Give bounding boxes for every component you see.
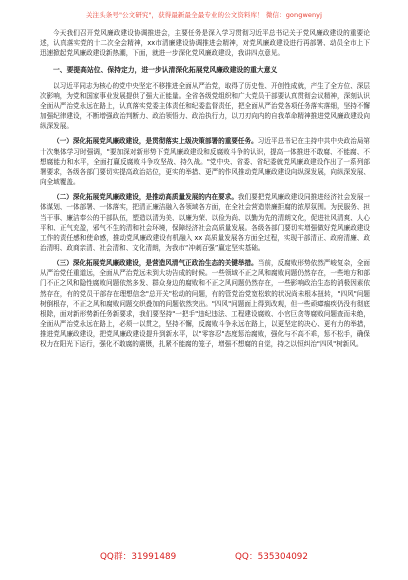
contact-footer (0, 549, 408, 562)
subsection-paragraph-1 (40, 136, 370, 187)
body-paragraph-1: 以习近平同志为核心的党中央坚定不移推进全面从严治党，取得了历史性、开创性成就，产生了全方位、深层次影响，为党和国家事业发展提供了强大正能量。全省各级党组织和广大党员干部要认真贯彻会议精神，深刻认识全面从严治党永远在路上，认真落实党委主体责任和纪委监督责任，把全面从严治党各项任务落实落细，坚持不懈加强纪律建设，不断增强政治判断力、政治领悟力、政治执行力，以刀刃向内的自我革命精神推进党风廉政建设向纵深发展。 (40, 81, 370, 131)
promo-header: 关注头条号"公文研究"，获得最新最全最专业的公文资料库！ 微信：gongwenyj (85, 11, 323, 19)
subsection-text: 我们要把党风廉政建设同推进经济社会发展一体谋划、一体部署、一体落实，把清正廉洁融入各领域各方面，在全社会营造崇廉拒腐的浓厚氛围。为民服务、担当干事、廉洁奉公的干部队伍，塑造以清为美、以廉为荣、以俭为尚、以勤为先的清朗文化，促进社风清爽、人心平和、正气充盈，邪气不生的清和社会环境，保障经济社会高质量发展。各级各部门要切实增强做好党风廉政建设工作的责任感和使命感，推动党风廉政建设有机融入 xx 高质量发展各方面全过程，实现干部清正、政府清廉、政治清明、政商亲清、社会清和、文化清朗，为我市“冲刺百强”赢定坚实基础。 (40, 193, 370, 252)
document-body (40, 28, 370, 350)
subsection-text: 当前，反腐败形势依然严峻复杂，全面从严治党任重道远，全面从严治党远未到大功告成的时候。一些领域不正之风和腐败问题仍然存在，一些地方和部门不正之风和隐性腐败问题依然多发、群众身边的腐败和不正之风问题仍然存在，一些影响政治生态的消极因素依然存在，有的党员干部存在理想信念"总开关"松动的问题，有的管党治党宽松软的状况尚未根本扭转，"四风"问题树倒根存，不正之风和腐败问题交织叠加的问题依然突出。"四风"问题面上得到改观，但一些顽瘴痼疾仍没有彻底根除，面对新形势新任务新要求，我们要坚持"一把手"违纪违法、工程建设腐败、小官巨贪等腐败问题查而未绝，全面从严治党永远在路上，必须一以贯之，坚持不懈，反腐败斗争永远在路上，以更坚定的决心、更有力的举措，推进党风廉政建设，把党风廉政建设提升到新水平，以"零容忍"态度惩治腐败，强化与不高不乖，惩不松手，确保权力在阳光下运行，强化不敢腐的震慑，扎紧不能腐的笼子，增强不想腐的自觉，持之以恒纠治"四风"树新风。 (40, 259, 371, 349)
subsection-lead: （一）深化拓展党风廉政建设，是贯彻落实上级决策部署的重要任务。 (53, 137, 258, 146)
qq-group-number: QQ群：31991489 (99, 552, 177, 562)
subsection-lead: （三）深化拓展党风廉政建设，是营造风清气正政治生态的关键举措。 (53, 259, 258, 268)
subsection-paragraph-2 (40, 192, 370, 253)
subsection-text: 习近平总书记在主持中共中央政治局第十次集体学习时强调，"要加深对新形势下党风廉政建设和反腐败斗争的认识，提高一体推进不敢腐、不能腐、不想腐能力和水平，全面打赢反腐败斗争攻坚战、持久战。"党中央、省委、省纪委就党风廉政建设作出了一系列部署要求，各级各部门要切实提高政治站位，更实的举措、更严的作风推动党风廉政建设向纵深发展，向纵深发展、向全域覆盖。 (40, 137, 371, 187)
subsection-paragraph-3 (40, 258, 370, 349)
qq-number: QQ：535304092 (234, 552, 309, 562)
section-heading-1: 一、要提高站位、保持定力，进一步认清深化拓展党风廉政建设的重大意义 (53, 66, 278, 75)
intro-paragraph: 今天我们召开党风廉政建设协调推进会，主要任务是深入学习贯彻习近平总书记关于党风廉政建设的重要论述，认真落实党的十二次全会精神，xx市清廉建设协调推进会精神，对党风廉政建设进行再部署、动员全市上下迅速掀起党风廉政建设新热潮，下面，就进一步深化党风廉政建设，我讲四点意见。 (40, 29, 370, 58)
subsection-lead: （二）深化拓展党风廉政建设，是推动高质量发展的内在要求。 (53, 193, 238, 202)
paragraph-gap (40, 58, 370, 63)
